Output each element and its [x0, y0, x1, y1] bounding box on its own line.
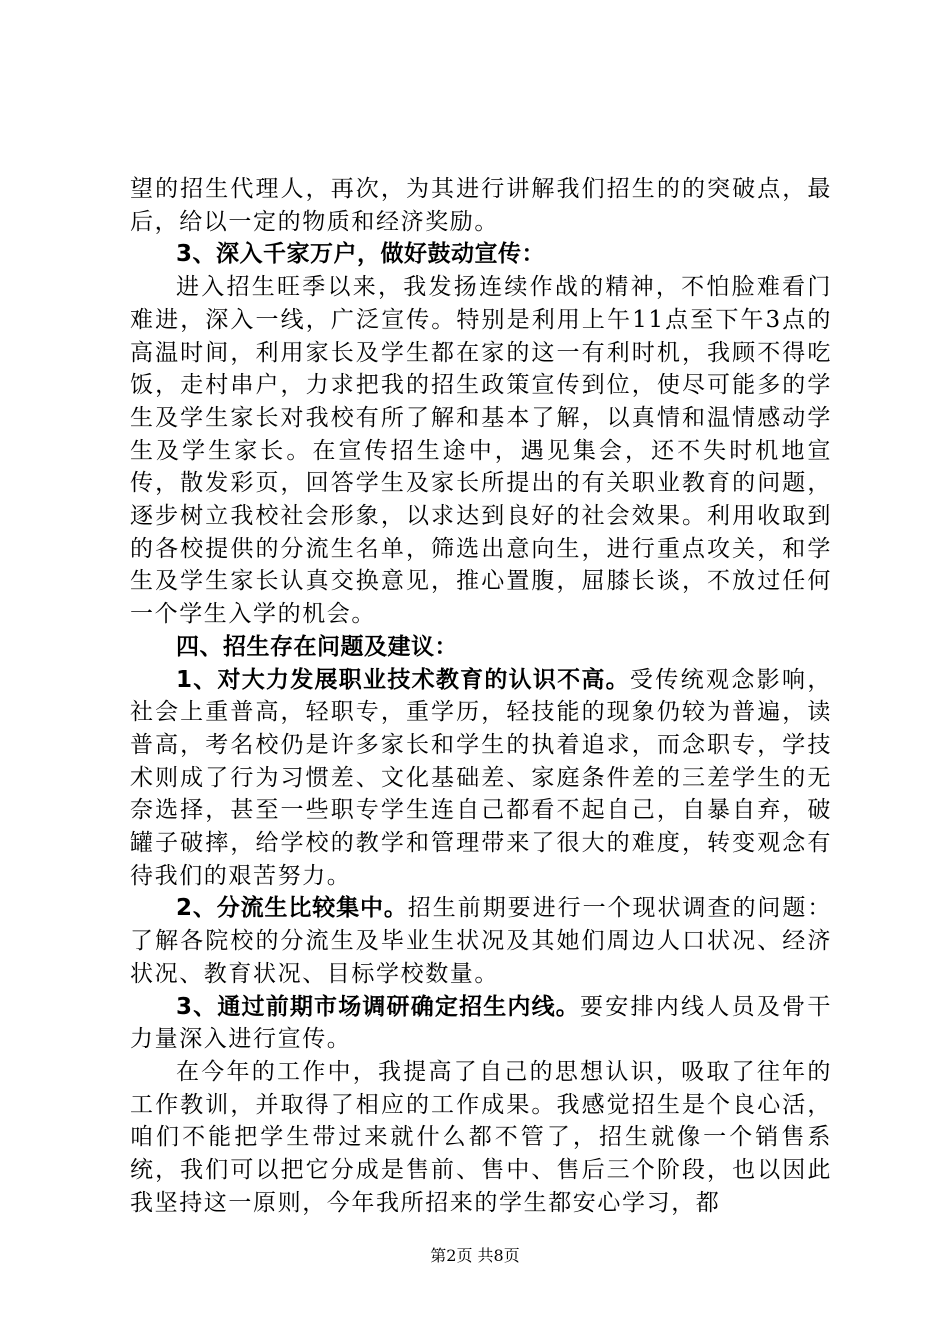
issue-2-lead: 2、分流生比较集中。 [176, 895, 408, 922]
section-heading-3: 3、深入千家万户，做好鼓动宣传： [176, 241, 546, 268]
paragraph-summary: 在今年的工作中，我提高了自己的思想认识，吸取了往年的工作教训，并取得了相应的工作成果。我感觉招生是个良心活，咱们不能把学生带过来就什么都不管了，招生就像一个销售系统，我们可以把它分成是售前、售中、售后三个阶段，也以因此我坚持这一原则，今年我所招来的学生都安心学习，都 [130, 1058, 832, 1216]
issue-2-body: 招生前期要进行一个现状调查的问题：了解各院校的分流生及毕业生状况及其她们周边人口状况、经济状况、教育状况、目标学校数量。 [130, 895, 832, 987]
body-text [130, 173, 832, 1220]
paragraph-issue-3 [130, 991, 832, 1056]
paragraph-issue-2 [130, 892, 832, 990]
paragraph-issue-1 [130, 664, 832, 893]
paragraph-publicity: 进入招生旺季以来，我发扬连续作战的精神，不怕脸难看门难进，深入一线，广泛宣传。特别是利用上午11点至下午3点的高温时间，利用家长及学生都在家的这一有利时机，我顾不得吃饭，走村串户，力求把我的招生政策宣传到位，使尽可能多的学生及学生家长对我校有所了解和基本了解，以真情和温情感动学生及学生家长。在宣传招生途中，遇见集会，还不失时机地宣传，散发彩页，回答学生及家长所提出的有关职业教育的问题，逐步树立我校社会形象，以求达到良好的社会效果。利用收取到的各校提供的分流生名单，筛选出意向生，进行重点攻关，和学生及学生家长认真交换意见，推心置腹，屈膝长谈，不放过任何一个学生入学的机会。 [130, 274, 832, 628]
issue-1-body: 受传统观念影响，社会上重普高，轻职专，重学历，轻技能的现象仍较为普遍，读普高，考名校仍是许多家长和学生的执着追求，而念职专，学技术则成了行为习惯差、文化基础差、家庭条件差的三差学生的无奈选择，甚至一些职专学生连自己都看不起自己，自暴自弃，破罐子破摔，给学校的教学和管理带来了很大的难度，转变观念有待我们的艰苦努力。 [130, 666, 832, 889]
paragraph-continuation: 望的招生代理人，再次，为其进行讲解我们招生的的突破点，最后，给以一定的物质和经济奖励。 [130, 176, 832, 235]
issue-3-body: 要安排内线人员及骨干力量深入进行宣传。 [130, 993, 832, 1053]
page-number: 第2页 共8页 [430, 1246, 520, 1265]
section-heading-4: 四、招生存在问题及建议： [176, 633, 458, 660]
issue-3-lead: 3、通过前期市场调研确定招生内线。 [176, 993, 580, 1020]
issue-1-lead: 1、对大力发展职业技术教育的认识不高。 [176, 666, 630, 693]
